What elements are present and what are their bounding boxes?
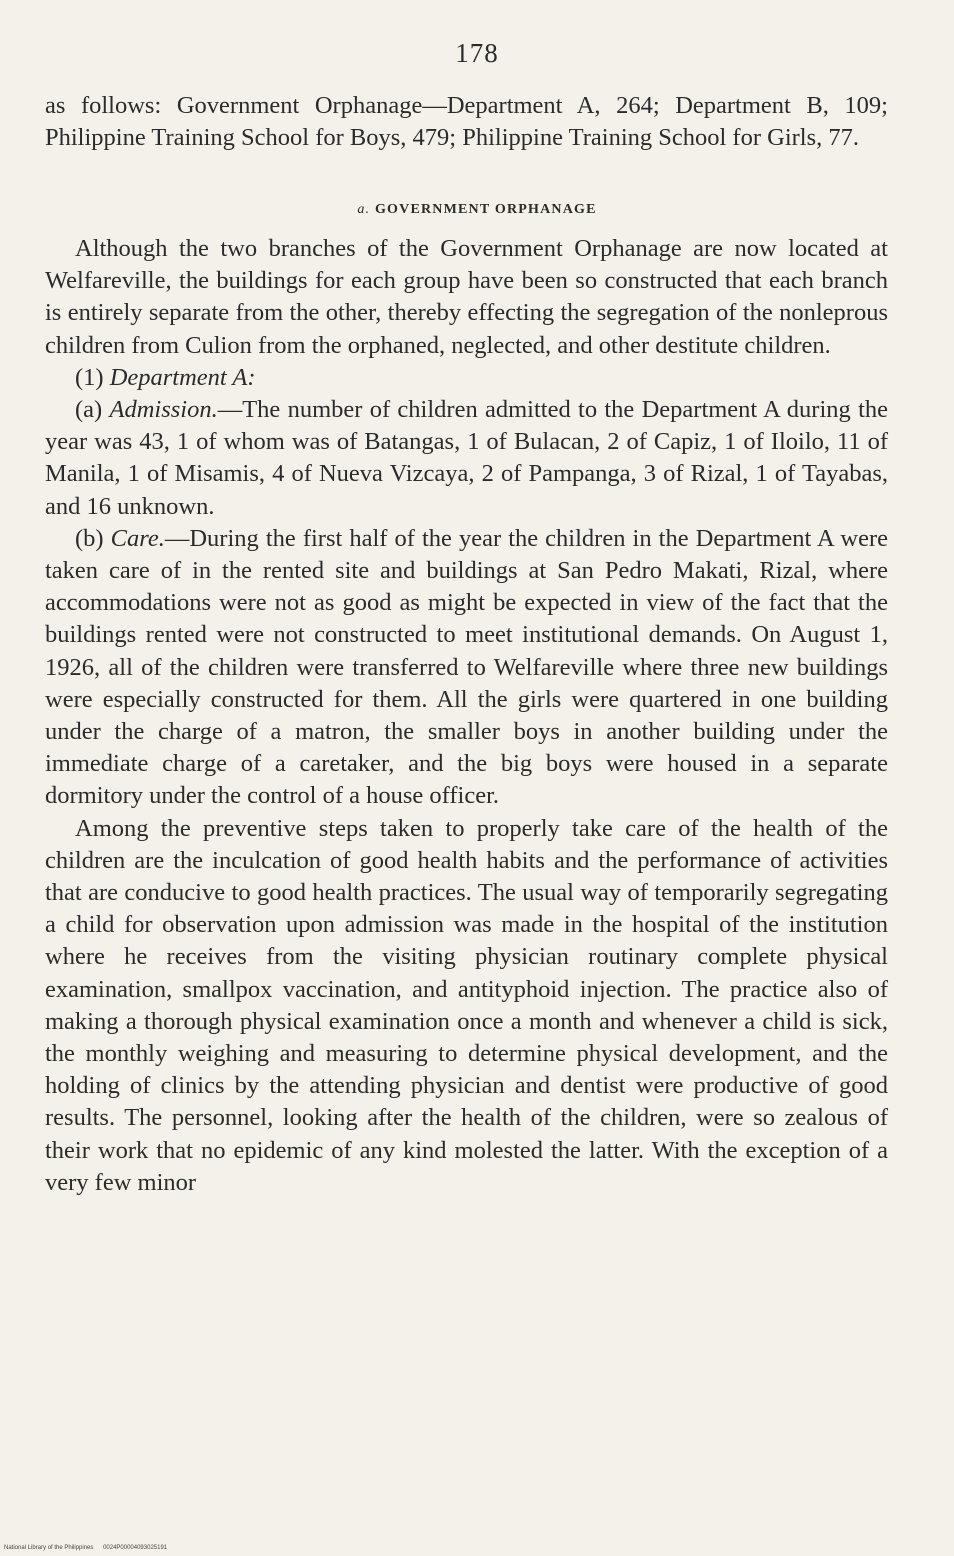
- intro-text: as follows: Government Orphanage—Department A, 264; Department B, 109; Philippine Training School for Boys, 479; Philippine Training School for Girls, 77.: [45, 92, 888, 152]
- footer-code: 0024P00004093025191: [103, 1545, 168, 1551]
- care-title: Care.: [110, 524, 165, 552]
- department-a-heading: [45, 362, 888, 394]
- department-a-number: (1): [75, 363, 104, 391]
- care-label: (b): [75, 524, 104, 552]
- paragraph-health: Among the preventive steps taken to properly take care of the health of the children are the inculcation of good health habits and the performance of activities that are conducive to good health practices. The usual way of temporarily segregating a child for observation upon admission was made in the hospital of the institution where he receives from the visiting physician routinary complete physical examination, smallpox vaccination, and antityphoid injection. The practice also of making a thorough physical examination once a month and whenever a child is sick, the monthly weighing and measuring to determine physical development, and the holding of clinics by the attending physician and dentist were productive of good results. The personnel, looking after the health of the children, were so zealous of their work that no epidemic of any kind molested the latter. With the exception of a very few minor: [45, 814, 888, 1196]
- section-heading-letter: a.: [357, 202, 371, 217]
- admission-title: Admission.: [109, 396, 218, 424]
- section-heading-title: GOVERNMENT ORPHANAGE: [374, 202, 597, 217]
- body-text: [45, 233, 888, 1199]
- paragraph-care: [45, 523, 888, 813]
- section-heading: [0, 202, 954, 218]
- paragraph-admission: [45, 394, 888, 523]
- admission-label: (a): [75, 396, 103, 424]
- scan-footer: [4, 1545, 167, 1551]
- care-text: —During the first half of the year the children in the Department A were taken care of in the rented site and buildings at San Pedro Makati, Rizal, where accommodations were not as good as might be expected in view of the fact that the buildings rented were not constructed to meet institutional demands. On August 1, 1926, all of the children were transferred to Welfareville where three new buildings were especially constructed for them. All the girls were quartered in one building under the charge of a matron, the smaller boys in another building under the immediate charge of a caretaker, and the big boys were housed in a separate dormitory under the control of a house officer.: [45, 524, 888, 810]
- intro-paragraph: [45, 90, 888, 154]
- department-a-title: Department A:: [109, 363, 256, 391]
- footer-library: National Library of the Philippines: [4, 1545, 94, 1551]
- admission-text: —The number of children admitted to the Department A during the year was 43, 1 of whom was of Batangas, 1 of Bulacan, 2 of Capiz, 1 of Iloilo, 11 of Manila, 1 of Misamis, 4 of Nueva Vizcaya, 2 of Pampanga, 3 of Rizal, 1 of Tayabas, and 16 unknown.: [45, 396, 888, 520]
- paragraph-branches: Although the two branches of the Government Orphanage are now located at Welfareville, the buildings for each group have been so constructed that each branch is entirely separate from the other, thereby effecting the segregation of the nonleprous children from Culion from the orphaned, neglected, and other destitute children.: [45, 235, 888, 359]
- page-number: 178: [455, 38, 499, 68]
